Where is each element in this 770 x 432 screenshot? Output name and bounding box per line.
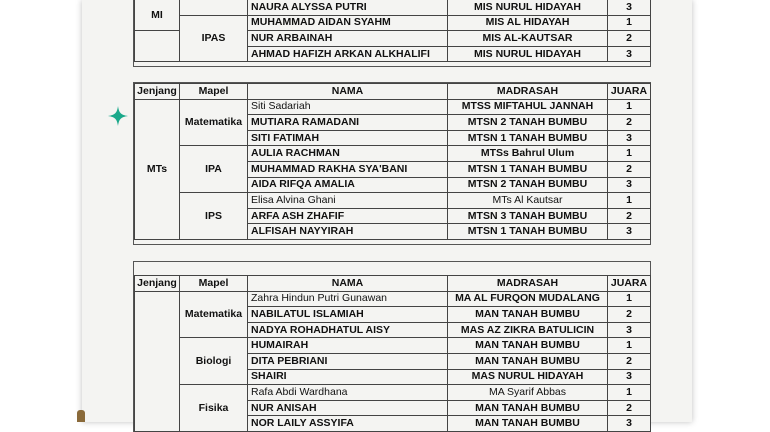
mapel-cell: Fisika (180, 385, 248, 432)
juara-cell: 2 (608, 400, 651, 416)
juara-cell: 3 (608, 130, 651, 146)
juara-cell: 1 (608, 338, 651, 354)
mapel-cell (180, 0, 248, 15)
mapel-cell: Biologi (180, 338, 248, 385)
table-row (135, 338, 651, 354)
nama-cell: SHAIRI (248, 369, 448, 385)
juara-cell: 3 (608, 322, 651, 338)
nama-cell: AULIA RACHMAN (248, 146, 448, 162)
header-mapel: Mapel (180, 84, 248, 100)
mapel-cell: Matematika (180, 291, 248, 338)
mapel-cell: IPA (180, 146, 248, 193)
madrasah-cell: MTSN 3 TANAH BUMBU (448, 208, 608, 224)
madrasah-cell: MIS NURUL HIDAYAH (448, 0, 608, 15)
sparkle-icon (108, 106, 128, 126)
table-header-row (135, 276, 651, 292)
jenjang-cell (135, 31, 180, 62)
juara-cell: 2 (608, 353, 651, 369)
nama-cell: AIDA RIFQA AMALIA (248, 177, 448, 193)
header-juara: JUARA (608, 84, 651, 100)
madrasah-cell: MTSS MIFTAHUL JANNAH (448, 99, 608, 115)
table-row (135, 385, 651, 401)
madrasah-cell: MA AL FURQON MUDALANG (448, 291, 608, 307)
madrasah-cell: MAN TANAH BUMBU (448, 338, 608, 354)
nama-cell: NADYA ROHADHATUL AISY (248, 322, 448, 338)
decorative-corner (77, 410, 85, 422)
mapel-cell: IPAS (180, 15, 248, 62)
juara-cell: 2 (608, 307, 651, 323)
table-mts (133, 82, 651, 245)
header-juara: JUARA (608, 276, 651, 292)
jenjang-cell: MI (135, 0, 180, 31)
header-jenjang: Jenjang (135, 276, 180, 292)
juara-cell: 1 (608, 99, 651, 115)
juara-cell: 3 (608, 177, 651, 193)
header-nama: NAMA (248, 276, 448, 292)
nama-cell: ALFISAH NAYYIRAH (248, 224, 448, 240)
nama-cell: Rafa Abdi Wardhana (248, 385, 448, 401)
madrasah-cell: MAN TANAH BUMBU (448, 307, 608, 323)
juara-cell: 1 (608, 193, 651, 209)
nama-cell: DITA PEBRIANI (248, 353, 448, 369)
nama-cell: MUHAMMAD AIDAN SYAHM (248, 15, 448, 31)
header-nama: NAMA (248, 84, 448, 100)
madrasah-cell: MTSN 2 TANAH BUMBU (448, 177, 608, 193)
juara-cell: 1 (608, 385, 651, 401)
header-madrasah: MADRASAH (448, 84, 608, 100)
juara-cell: 1 (608, 15, 651, 31)
nama-cell: Zahra Hindun Putri Gunawan (248, 291, 448, 307)
nama-cell: NAURA ALYSSA PUTRI (248, 0, 448, 15)
table-row (135, 99, 651, 115)
juara-cell: 3 (608, 224, 651, 240)
juara-cell: 2 (608, 161, 651, 177)
jenjang-cell: MTs (135, 99, 180, 239)
nama-cell: HUMAIRAH (248, 338, 448, 354)
juara-cell: 1 (608, 291, 651, 307)
header-mapel: Mapel (180, 276, 248, 292)
madrasah-cell: MA Syarif Abbas (448, 385, 608, 401)
nama-cell: ARFA ASH ZHAFIF (248, 208, 448, 224)
nama-cell: NOR LAILY ASSYIFA (248, 416, 448, 432)
table-ma (133, 261, 651, 432)
madrasah-cell: MIS NURUL HIDAYAH (448, 46, 608, 62)
madrasah-cell: MTs Al Kautsar (448, 193, 608, 209)
juara-cell: 3 (608, 369, 651, 385)
juara-cell: 3 (608, 0, 651, 15)
madrasah-cell: MIS AL-KAUTSAR (448, 31, 608, 47)
nama-cell: Elisa Alvina Ghani (248, 193, 448, 209)
juara-cell: 3 (608, 416, 651, 432)
table-row (135, 0, 651, 15)
madrasah-cell: MAN TANAH BUMBU (448, 400, 608, 416)
table-row (135, 291, 651, 307)
table-row (135, 193, 651, 209)
mapel-cell: IPS (180, 193, 248, 240)
mapel-cell: Matematika (180, 99, 248, 146)
table-row (135, 146, 651, 162)
madrasah-cell: MAN TANAH BUMBU (448, 416, 608, 432)
jenjang-cell (135, 291, 180, 431)
madrasah-cell: MTSN 1 TANAH BUMBU (448, 161, 608, 177)
juara-cell: 2 (608, 31, 651, 47)
madrasah-cell: MTSN 1 TANAH BUMBU (448, 224, 608, 240)
juara-cell: 2 (608, 208, 651, 224)
nama-cell: AHMAD HAFIZH ARKAN ALKHALIFI (248, 46, 448, 62)
madrasah-cell: MTSN 2 TANAH BUMBU (448, 115, 608, 131)
nama-cell: NABILATUL ISLAMIAH (248, 307, 448, 323)
madrasah-cell: MAS AZ ZIKRA BATULICIN (448, 322, 608, 338)
nama-cell: Siti Sadariah (248, 99, 448, 115)
juara-cell: 3 (608, 46, 651, 62)
madrasah-cell: MAS NURUL HIDAYAH (448, 369, 608, 385)
nama-cell: MUHAMMAD RAKHA SYA'BANI (248, 161, 448, 177)
madrasah-cell: MTSs Bahrul Ulum (448, 146, 608, 162)
nama-cell: MUTIARA RAMADANI (248, 115, 448, 131)
nama-cell: SITI FATIMAH (248, 130, 448, 146)
nama-cell: NUR ANISAH (248, 400, 448, 416)
table-mi (133, 0, 651, 67)
madrasah-cell: MIS AL HIDAYAH (448, 15, 608, 31)
header-madrasah: MADRASAH (448, 276, 608, 292)
header-jenjang: Jenjang (135, 84, 180, 100)
madrasah-cell: MAN TANAH BUMBU (448, 353, 608, 369)
madrasah-cell: MTSN 1 TANAH BUMBU (448, 130, 608, 146)
table-header-row (135, 84, 651, 100)
nama-cell: NUR ARBAINAH (248, 31, 448, 47)
juara-cell: 2 (608, 115, 651, 131)
juara-cell: 1 (608, 146, 651, 162)
table-row (135, 15, 651, 31)
